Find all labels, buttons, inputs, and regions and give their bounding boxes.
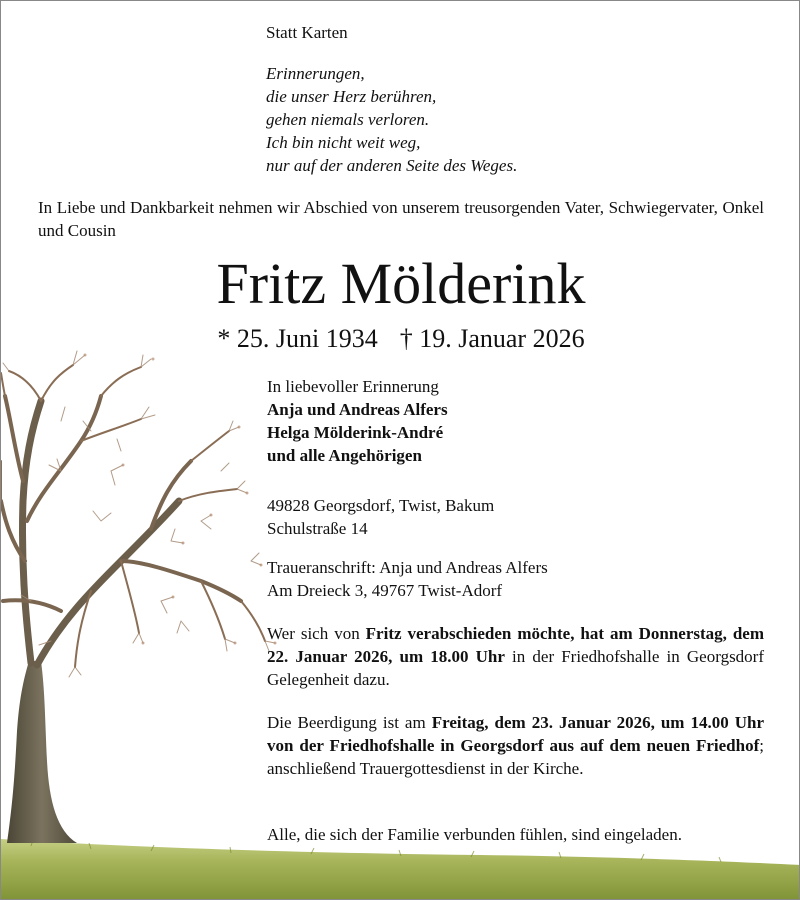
header-label: Statt Karten (266, 23, 348, 42)
poem-line: Ich bin nicht weit weg, (266, 133, 421, 152)
address-line: 49828 Georgsdorf, Twist, Bakum (267, 496, 495, 515)
family-address (267, 494, 494, 540)
mourning-address (267, 556, 548, 602)
farewell-emphasis: Fritz verabschieden möchte, hat am Donnerstag, dem 22. Januar 2026, um 18.00 Uhr (267, 624, 765, 666)
tree (1, 351, 277, 843)
funeral-text: Die Beerdigung ist am (267, 713, 426, 732)
poem-line: nur auf der anderen Seite des Weges. (266, 156, 518, 175)
poem (266, 62, 517, 177)
poem-line: gehen niemals verloren. (266, 110, 430, 129)
farewell-text: Wer sich von (267, 624, 360, 643)
mourner-name: Helga Mölderink-André (267, 423, 444, 442)
intro-text: In Liebe und Dankbarkeit nehmen wir Abschied von unserem treusorgenden Vater, Schwiegervater, Onkel und Cousin (38, 198, 764, 240)
address-line: Traueranschrift: Anja und Andreas Alfers (267, 558, 548, 577)
funeral-paragraph (267, 711, 764, 780)
funeral-text: ; anschließend Trauergottesdienst in der Kirche. (267, 736, 764, 778)
closing-text: Alle, die sich der Familie verbunden fühlen, sind eingeladen. (267, 825, 682, 844)
poem-line: Erinnerungen, (266, 64, 365, 83)
farewell-text: in der Friedhofshalle in Georgsdorf Gelegenheit dazu. (267, 647, 765, 689)
mourner-name: und alle Angehörigen (267, 446, 422, 465)
mourners-block (267, 375, 448, 467)
memory-line: In liebevoller Erinnerung (267, 377, 439, 396)
farewell-paragraph (267, 622, 764, 691)
poem-line: die unser Herz berühren, (266, 87, 437, 106)
funeral-emphasis: Freitag, dem 23. Januar 2026, um 14.00 Uhr von der Friedhofshalle in Georgsdorf aus auf dem neuen Friedhof (267, 713, 764, 755)
address-line: Am Dreieck 3, 49767 Twist-Adorf (267, 581, 503, 600)
grass-meadow (1, 839, 800, 900)
deceased-name: Fritz Mölderink (216, 251, 586, 316)
mourner-name: Anja und Andreas Alfers (267, 400, 448, 419)
address-line: Schulstraße 14 (267, 519, 368, 538)
birth-date: * 25. Juni 1934 (217, 324, 378, 353)
death-date: † 19. Januar 2026 (399, 324, 585, 353)
life-dates (1, 322, 800, 356)
